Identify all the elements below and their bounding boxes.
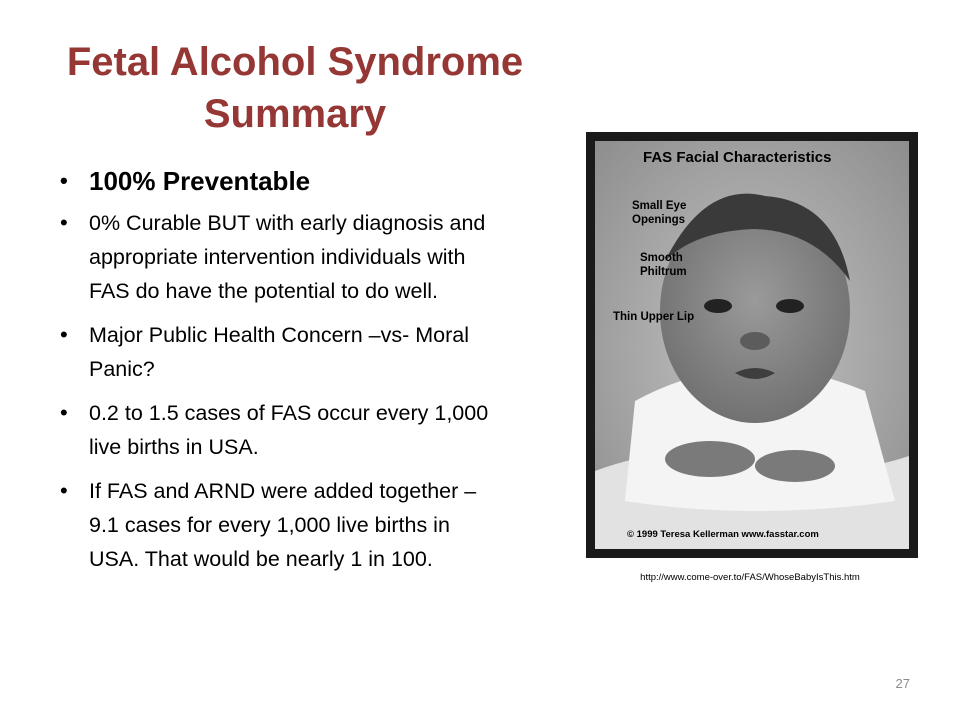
title-line-1: Fetal Alcohol Syndrome: [66, 40, 524, 84]
label-small-eye-line-1: Small Eye: [632, 200, 687, 212]
page-number: 27: [895, 676, 910, 691]
photo-label-smooth-philtrum: [640, 251, 687, 279]
photo-copyright: © 1999 Teresa Kellerman www.fasstar.com: [627, 529, 819, 540]
photo-heading: FAS Facial Characteristics: [643, 149, 832, 166]
bullet-item: • 0% Curable BUT with early diagnosis and appropriate intervention individuals with FAS do have the potential to do well.: [60, 206, 500, 308]
slide-title: [40, 36, 550, 140]
title-line-2: Summary: [203, 92, 387, 136]
bullet-item: • 100% Preventable: [60, 162, 500, 200]
label-small-eye-line-2: Openings: [632, 214, 686, 226]
fas-photo: [586, 132, 918, 558]
bullet-item: • If FAS and ARND were added together – 9.1 cases for every 1,000 live births in USA. That would be nearly 1 in 100.: [60, 474, 500, 576]
photo-label-thin-lip: Thin Upper Lip: [613, 311, 695, 323]
photo-label-small-eye: [632, 199, 686, 227]
bullet-item: • Major Public Health Concern –vs- Moral Panic?: [60, 318, 500, 386]
bullet-item: • 0.2 to 1.5 cases of FAS occur every 1,000 live births in USA.: [60, 396, 500, 464]
photo-source-link[interactable]: http://www.come-over.to/FAS/WhoseBabyIsThis.htm: [640, 572, 860, 583]
photo-canvas: [595, 141, 909, 549]
bullet-list: [60, 162, 500, 586]
label-smooth-line-1: Smooth: [640, 252, 683, 264]
label-smooth-line-2: Philtrum: [640, 266, 687, 278]
